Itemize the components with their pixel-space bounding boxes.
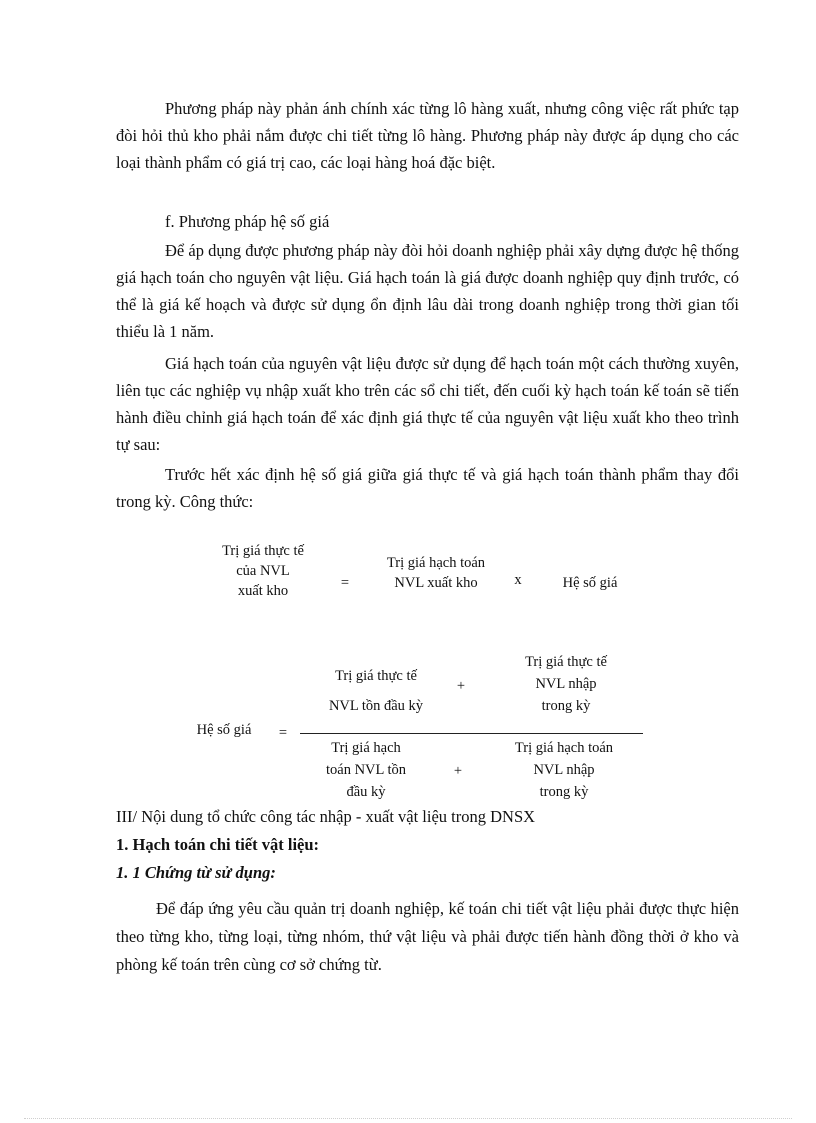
page-footer-divider [24, 1118, 792, 1119]
formula1-factor: Hệ số giá [562, 575, 618, 591]
formula2-denominator-a-line: Trị giá hạch [331, 740, 401, 756]
formula2-denominator-a-line: đầu kỳ [346, 784, 386, 800]
formula2-numerator-b-line: NVL nhập [535, 676, 597, 692]
formula2-numerator-b-line: Trị giá thực tế [525, 654, 607, 670]
subsection-documents-used: 1. 1 Chứng từ sử dụng: [116, 863, 276, 882]
section-title: III/ Nội dung tổ chức công tác nhập - xuất vật liệu trong DNSX [116, 807, 536, 826]
fraction-bar [300, 733, 643, 734]
formula1-times: x [514, 572, 522, 588]
paragraph-formula-intro: Trước hết xác định hệ số giá giữa giá thực tế và giá hạch toán thành phẩm thay đổi trong kỳ. Công thức: [116, 465, 739, 511]
formula2-numerator-a-line: Trị giá thực tế [335, 668, 417, 684]
paragraph-detail-requirements: Để đáp ứng yêu cầu quản trị doanh nghiệp, kế toán chi tiết vật liệu phải được thực hiện theo từng kho, từng loại, từng nhóm, thứ vật liệu và phải được tiến hành đồng thời ở kho và phòng kế toán trên cùng cơ sở chứng từ. [116, 899, 739, 974]
formula2-denominator-b-line: Trị giá hạch toán [514, 740, 614, 756]
formula1-lhs-line: xuất kho [237, 583, 289, 599]
paragraph-accounting-price-system: Để áp dụng được phương pháp này đòi hỏi doanh nghiệp phải xây dựng được hệ thống giá hạch toán cho nguyên vật liệu. Giá hạch toán là giá được doanh nghiệp quy định trước, có thể là giá kế hoạch và được sử dụng ổn định lâu dài trong doanh nghiệp trong thời gian tối thiểu là 1 năm. [116, 241, 739, 341]
subsection-detail-accounting: 1. Hạch toán chi tiết vật liệu: [116, 835, 320, 854]
formula1-lhs [198, 541, 328, 601]
paragraph-specific-identification: Phương pháp này phản ánh chính xác từng lô hàng xuất, nhưng công việc rất phức tạp đòi hỏi thủ kho phải nắm được chi tiết từng lô hàng. Phương pháp này được áp dụng cho các loại thành phẩm có giá trị cao, các loại hàng hoá đặc biệt. [116, 99, 739, 172]
formula1-term [366, 553, 506, 593]
formula2-denominator-b-line: trong kỳ [539, 784, 589, 800]
formula2-numerator-b-line: trong kỳ [541, 698, 591, 714]
formula2-numerator-a-line: NVL tồn đầu kỳ [328, 698, 424, 714]
paragraph-accounting-price-usage: Giá hạch toán của nguyên vật liệu được sử dụng để hạch toán một cách thường xuyên, liên tục các nghiệp vụ nhập xuất kho trên các sổ chi tiết, đến cuối kỳ hạch toán kế toán sẽ tiến hành điều chỉnh giá hạch toán để xác định giá thực tế của nguyên vật liệu xuất kho theo trình tự sau: [116, 354, 739, 454]
formula2-lhs: Hệ số giá [196, 722, 252, 738]
formula1-equals: = [340, 575, 350, 591]
formula2-denominator-a [305, 737, 427, 803]
formula2-numerator-plus: + [456, 678, 466, 694]
formula1-lhs-line: Trị giá thực tế [222, 543, 304, 559]
formula2-equals: = [278, 725, 288, 741]
heading-price-coefficient-method: f. Phương pháp hệ số giá [165, 212, 330, 231]
formula2-numerator-a [305, 661, 447, 721]
formula2-denominator-plus: + [453, 763, 463, 779]
formula2-denominator-b-line: NVL nhập [533, 762, 595, 778]
formula1-lhs-line: của NVL [236, 563, 290, 579]
formula1-term-line: Trị giá hạch toán [386, 555, 486, 571]
formula2-numerator-b [496, 651, 636, 717]
formula2-denominator-b [494, 737, 634, 803]
formula2-denominator-a-line: toán NVL tồn [325, 762, 406, 778]
formula1-term-line: NVL xuất kho [394, 575, 478, 591]
